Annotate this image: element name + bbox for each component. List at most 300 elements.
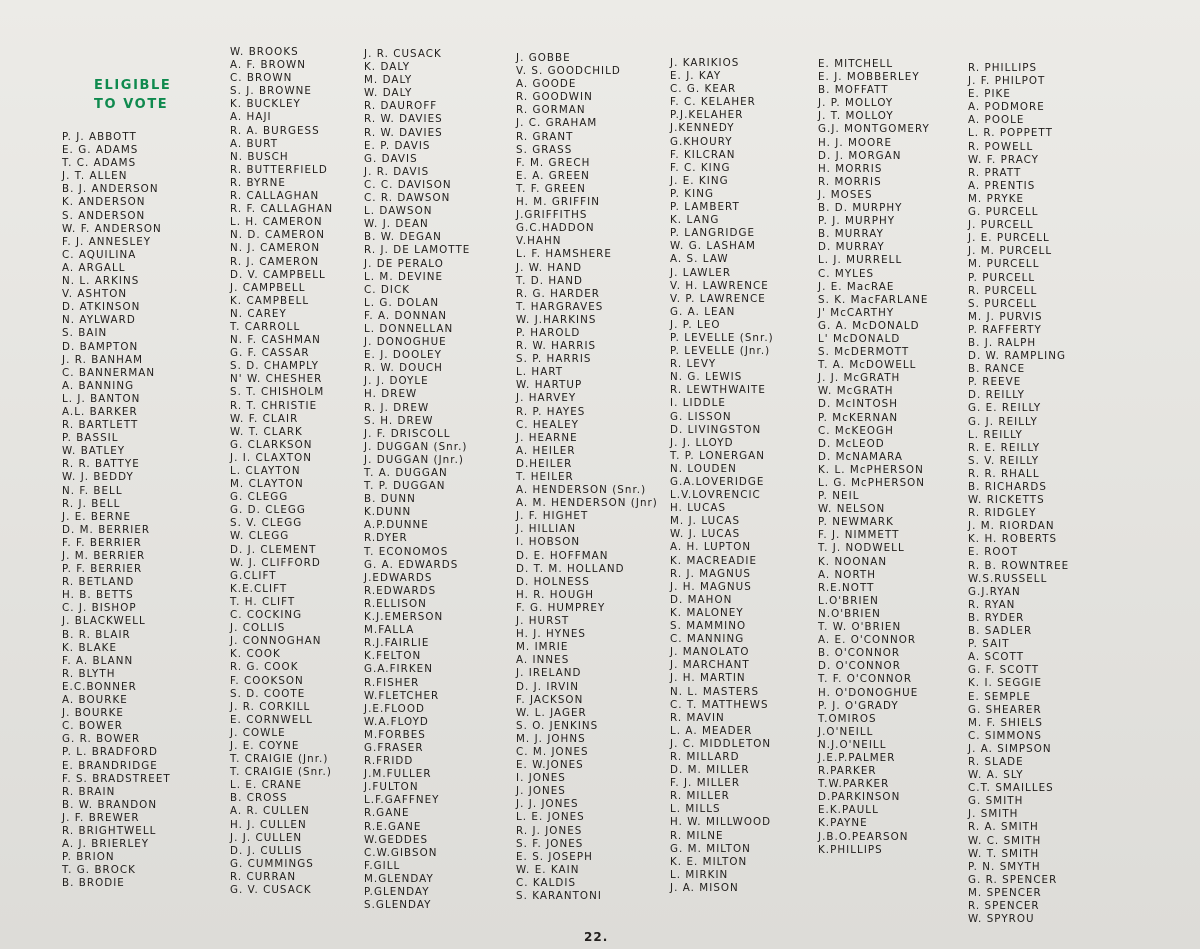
voter-name: T. H. CLIFT (230, 595, 296, 608)
voter-name: N. F. BELL (62, 484, 123, 497)
voter-name: N.O'BRIEN (818, 607, 881, 620)
voter-name: W.S.RUSSELL (968, 572, 1048, 585)
voter-name: L. DONNELLAN (364, 322, 454, 335)
voter-name: H. M. GRIFFIN (516, 196, 600, 209)
voter-name: K. COOK (230, 648, 281, 661)
voter-name: M.FORBES (364, 728, 426, 741)
voter-name: E. CORNWELL (230, 713, 313, 726)
voter-name: L.F.GAFFNEY (364, 794, 440, 807)
voter-name: P. RAFFERTY (968, 323, 1042, 336)
voter-name: D. HOLNESS (516, 575, 590, 588)
voter-name: A.L. BARKER (62, 405, 138, 418)
voter-name: C. MANNING (670, 633, 745, 646)
voter-name: W. BROOKS (230, 46, 299, 58)
voter-name: G. A. McDONALD (818, 319, 920, 332)
voter-name: W. CLEGG (230, 530, 290, 543)
voter-name: S. K. MacFARLANE (818, 293, 929, 306)
voter-name: M. J. LUCAS (670, 515, 741, 528)
name-column-3 (364, 48, 470, 912)
voter-name: D.HEILER (516, 457, 573, 470)
voter-name: M. PRYKE (968, 192, 1025, 205)
voter-name: T. W. O'BRIEN (818, 621, 902, 634)
voter-name: S. F. JONES (516, 837, 584, 850)
voter-name: J. J. CULLEN (230, 831, 303, 844)
voter-name: E. J. MOBBERLEY (818, 71, 920, 84)
voter-name: T. P. LONERGAN (670, 449, 766, 462)
voter-name: N. L. ARKINS (62, 275, 140, 288)
voter-name: S. MAMMINO (670, 620, 747, 633)
voter-name: G.CLIFT (230, 569, 277, 582)
voter-name: G. CLEGG (230, 491, 289, 504)
voter-name: J.E.P.PALMER (818, 751, 896, 764)
voter-name: R. GRANT (516, 130, 574, 143)
voter-name: J. R. BANHAM (62, 353, 143, 366)
voter-name: B. D. MURPHY (818, 202, 903, 215)
voter-name: R.DYER (364, 532, 408, 545)
voter-name: L. DAWSON (364, 205, 433, 218)
voter-name: J. J. JONES (516, 798, 579, 811)
voter-name: T. F. GREEN (516, 182, 586, 195)
voter-name: K.DUNN (364, 506, 412, 519)
voter-name: D. MAHON (670, 593, 733, 606)
voter-name: G. A. LEAN (670, 305, 736, 318)
voter-name: R.ELLISON (364, 597, 427, 610)
voter-name: L. M. DEVINE (364, 270, 444, 283)
voter-name: L. MILLS (670, 803, 721, 816)
voter-name: W.GEDDES (364, 833, 429, 846)
voter-name: G. CLARKSON (230, 438, 313, 451)
voter-name: J. F. BREWER (62, 811, 140, 824)
voter-name: T. D. HAND (516, 274, 584, 287)
voter-name: J. J. DOYLE (364, 375, 429, 388)
name-column-5 (670, 57, 774, 895)
voter-name: A. R. CULLEN (230, 805, 310, 818)
voter-name: L. J. MURRELL (818, 254, 903, 267)
voter-name: J. HEARNE (516, 431, 578, 444)
voter-name: N. CAREY (230, 307, 287, 320)
voter-name: J. CONNOGHAN (230, 635, 322, 648)
voter-name: K. DALY (364, 61, 411, 74)
voter-name: S. D. CHAMPLY (230, 360, 319, 373)
voter-name: J. T. MOLLOY (818, 110, 894, 123)
voter-name: M. IMRIE (516, 641, 569, 654)
voter-name: A. H. LUPTON (670, 541, 752, 554)
voter-name: R. CALLAGHAN (230, 190, 320, 203)
voter-name: N.J.O'NEILL (818, 738, 887, 751)
page-number: 22. (584, 930, 609, 944)
voter-name: W. T. CLARK (230, 425, 303, 438)
voter-name: C. HEALEY (516, 418, 580, 431)
voter-name: R. RYAN (968, 598, 1016, 611)
voter-name: R.E.GANE (364, 820, 422, 833)
voter-name: A. BOURKE (62, 694, 128, 707)
voter-name: J. BOURKE (62, 707, 124, 720)
name-column-1 (62, 131, 171, 890)
voter-name: J. R. CORKILL (230, 700, 311, 713)
voter-name: N. LOUDEN (670, 462, 737, 475)
voter-name: J. MARCHANT (670, 659, 750, 672)
voter-name: R. W. HARRIS (516, 340, 597, 353)
voter-name: R.GANE (364, 807, 410, 820)
voter-name: B. J. RALPH (968, 336, 1037, 349)
voter-name: W. SPYROU (968, 913, 1035, 926)
voter-name: A. HEILER (516, 444, 576, 457)
voter-name: J.FULTON (364, 781, 419, 794)
voter-name: P. HAROLD (516, 326, 581, 339)
voter-name: J. GOBBE (516, 52, 571, 64)
voter-name: E. G. ADAMS (62, 144, 139, 157)
voter-name: R. PRATT (968, 166, 1022, 179)
name-column-4 (516, 52, 658, 903)
voter-name: J. DE PERALO (364, 257, 444, 270)
voter-name: J. A. SIMPSON (968, 742, 1052, 755)
voter-name: V. P. LAWRENCE (670, 292, 766, 305)
voter-name: L. F. HAMSHERE (516, 248, 612, 261)
voter-name: A.P.DUNNE (364, 519, 429, 532)
voter-name: T. J. NODWELL (818, 542, 905, 555)
voter-name: K. L. McPHERSON (818, 463, 924, 476)
voter-name: B. RYDER (968, 611, 1025, 624)
voter-name: P. SAIT (968, 638, 1010, 651)
voter-name: D. BAMPTON (62, 340, 139, 353)
voter-name: P. LANGRIDGE (670, 227, 756, 240)
voter-name: G. PURCELL (968, 206, 1039, 219)
voter-name: N. AYLWARD (62, 314, 136, 327)
name-column-2 (230, 46, 333, 897)
voter-name: B. W. DEGAN (364, 231, 442, 244)
voter-name: R. BYRNE (230, 176, 286, 189)
voter-name: F. C. KING (670, 161, 731, 174)
voter-name: J. M. BERRIER (62, 550, 146, 562)
voter-name: R. DAUROFF (364, 100, 438, 113)
voter-name: G. D. CLEGG (230, 504, 306, 517)
voter-name: H. B. BETTS (62, 589, 134, 602)
voter-name: J. IRELAND (516, 667, 582, 680)
voter-name: E.K.PAULL (818, 804, 879, 817)
voter-name: P. N. SMYTH (968, 860, 1041, 873)
voter-name: D. LIVINGSTON (670, 423, 762, 436)
voter-name: P. LEVELLE (Jnr.) (670, 345, 771, 358)
voter-name: J. COWLE (230, 726, 286, 739)
voter-name: J. DONOGHUE (364, 336, 447, 349)
voter-name: G. F. CASSAR (230, 347, 310, 360)
voter-name: P. NEIL (818, 490, 860, 503)
voter-name: N. L. MASTERS (670, 685, 760, 698)
voter-name: C. McKEOGH (818, 424, 894, 437)
voter-name: R. GOODWIN (516, 91, 593, 104)
voter-name: K. MALONEY (670, 606, 744, 619)
voter-name: V. ASHTON (62, 288, 128, 301)
voter-name: R. BRAIN (62, 785, 116, 798)
voter-name: D. T. M. HOLLAND (516, 562, 625, 575)
voter-name: W. A. SLY (968, 769, 1024, 782)
voter-name: S. H. DREW (364, 414, 434, 427)
voter-name: W. McGRATH (818, 385, 894, 398)
voter-name: T. G. BROCK (62, 864, 136, 877)
voter-name: C. J. BISHOP (62, 602, 137, 615)
voter-name: R. R. BATTYE (62, 458, 140, 471)
voter-name: D. E. HOFFMAN (516, 549, 609, 562)
voter-name: C. SIMMONS (968, 729, 1042, 742)
voter-name: S. BAIN (62, 327, 108, 340)
voter-name: V.HAHN (516, 235, 562, 248)
voter-name: E. ROOT (968, 546, 1019, 559)
voter-name: G.C.HADDON (516, 222, 595, 235)
voter-name: L. A. MEADER (670, 724, 753, 737)
voter-name: G. F. SCOTT (968, 664, 1040, 677)
voter-name: B. BRODIE (62, 877, 125, 890)
voter-name: B. O'CONNOR (818, 647, 901, 660)
voter-name: A. BANNING (62, 379, 135, 392)
voter-name: A. BURT (230, 137, 279, 150)
voter-name: W. L. JAGER (516, 706, 587, 719)
voter-name: K. H. ROBERTS (968, 533, 1058, 546)
voter-name: J.E.FLOOD (364, 702, 425, 715)
voter-name: M.GLENDAY (364, 872, 434, 885)
voter-name: J. MANOLATO (670, 646, 750, 659)
voter-name: P. J. ABBOTT (62, 131, 137, 143)
voter-name: G. DAVIS (364, 152, 418, 165)
voter-name: R. RIDGLEY (968, 507, 1037, 520)
voter-name: J. PURCELL (968, 219, 1034, 232)
voter-name: S. KARANTONI (516, 890, 602, 902)
voter-name: R. BLYTH (62, 667, 116, 680)
voter-name: L. MIRKIN (670, 868, 729, 881)
voter-name: R. BUTTERFIELD (230, 163, 328, 176)
voter-name: J. R. CUSACK (364, 48, 442, 60)
voter-name: G. V. CUSACK (230, 884, 312, 896)
voter-name: R. SPENCER (968, 900, 1040, 912)
voter-name: K.E.CLIFT (230, 582, 288, 595)
voter-name: A. J. BRIERLEY (62, 838, 150, 851)
voter-name: C. AQUILINA (62, 248, 137, 261)
voter-name: D. McLEOD (818, 437, 885, 450)
voter-name: S. J. BROWNE (230, 85, 312, 98)
voter-name: F. KILCRAN (670, 148, 736, 161)
voter-name: J. J. McGRATH (818, 372, 901, 385)
voter-name: P.J.KELAHER (670, 109, 744, 122)
voter-name: R. A. SMITH (968, 821, 1039, 834)
name-column-6 (818, 58, 930, 857)
voter-name: J. M. RIORDAN (968, 520, 1055, 533)
voter-name: W. BATLEY (62, 445, 126, 458)
voter-name: D. O'CONNOR (818, 660, 901, 673)
voter-name: F. COOKSON (230, 674, 304, 687)
voter-name: R. G. HARDER (516, 287, 600, 300)
voter-name: P. BASSIL (62, 432, 119, 445)
voter-name: P. KING (670, 187, 714, 200)
voter-name: D.PARKINSON (818, 791, 901, 804)
voter-name: J. H. MAGNUS (670, 580, 752, 593)
voter-name: J' McCARTHY (818, 306, 895, 319)
voter-name: R.EDWARDS (364, 584, 437, 597)
voter-name: R. BETLAND (62, 576, 135, 589)
voter-name: R. MAVIN (670, 711, 725, 724)
voter-name: J. HILLIAN (516, 523, 577, 536)
voter-name: F. J. NIMMETT (818, 529, 900, 542)
voter-name: D. J. IRVIN (516, 680, 580, 693)
voter-name: P. LEVELLE (Snr.) (670, 331, 774, 344)
voter-name: B. SADLER (968, 625, 1033, 638)
voter-name: G. R. SPENCER (968, 873, 1058, 886)
voter-name: T.OMIROS (818, 712, 877, 725)
voter-name: C. C. DAVISON (364, 178, 452, 191)
voter-name: W.A.FLOYD (364, 715, 429, 728)
voter-name: H. LUCAS (670, 502, 727, 515)
voter-name: J. DUGGAN (Jnr.) (364, 453, 464, 466)
voter-name: W. F. CLAIR (230, 412, 299, 425)
voter-name: B. R. BLAIR (62, 628, 131, 641)
voter-name: C. M. JONES (516, 745, 589, 758)
voter-name: D. McINTOSH (818, 398, 898, 411)
voter-name: J. E. MacRAE (818, 280, 895, 293)
voter-name: J.M.FULLER (364, 768, 432, 781)
voter-name: J. I. CLAXTON (230, 451, 312, 464)
voter-name: K. MACREADIE (670, 554, 758, 567)
voter-name: E. BRANDRIDGE (62, 759, 158, 772)
voter-name: R.FISHER (364, 676, 420, 689)
voter-name: F. JACKSON (516, 693, 584, 706)
voter-name: G. SMITH (968, 795, 1024, 808)
voter-name: G. A. EDWARDS (364, 558, 459, 571)
voter-name: S.GLENDAY (364, 899, 432, 912)
voter-name: P. REEVE (968, 376, 1022, 389)
voter-name: P. PURCELL (968, 271, 1036, 284)
voter-name: G. R. BOWER (62, 733, 141, 746)
voter-name: D. J. CULLIS (230, 844, 303, 857)
voter-name: R. CURRAN (230, 870, 297, 883)
voter-name: L. H. CAMERON (230, 216, 323, 229)
voter-name: A. HENDERSON (Snr.) (516, 484, 647, 497)
voter-name: R. T. CHRISTIE (230, 399, 318, 412)
voter-name: E. A. GREEN (516, 169, 590, 182)
voter-name: E. PIKE (968, 88, 1011, 101)
voter-name: S. D. COOTE (230, 687, 306, 700)
voter-name: L. CLAYTON (230, 465, 301, 477)
voter-name: E. SEMPLE (968, 690, 1031, 703)
voter-name: G.J. MONTGOMERY (818, 123, 930, 136)
voter-name: W. J. DEAN (364, 218, 429, 231)
voter-name: R. W. DOUCH (364, 362, 443, 375)
voter-name: M.FALLA (364, 624, 415, 637)
voter-name: P. F. BERRIER (62, 563, 143, 576)
voter-name: J.B.O.PEARSON (818, 830, 909, 843)
voter-name: C. T. MATTHEWS (670, 698, 769, 711)
voter-name: J. F. PHILPOT (968, 75, 1046, 88)
voter-name: B. MURRAY (818, 228, 884, 241)
voter-name: C. DICK (364, 283, 410, 296)
voter-name: L. G. McPHERSON (818, 477, 926, 489)
voter-name: R.E.NOTT (818, 581, 875, 594)
voter-name: D. J. MORGAN (818, 149, 902, 162)
voter-name: R. F. CALLAGHAN (230, 203, 334, 216)
voter-name: B. RICHARDS (968, 481, 1047, 493)
voter-name: R. LEVY (670, 358, 717, 371)
voter-name: F. J. MILLER (670, 777, 741, 790)
voter-name: J. CAMPBELL (230, 281, 306, 294)
voter-name: S. T. CHISHOLM (230, 386, 325, 399)
voter-name: R. PURCELL (968, 284, 1038, 297)
voter-name: K. BUCKLEY (230, 98, 301, 111)
voter-name: M. J. JOHNS (516, 732, 586, 745)
voter-name: W. RICKETTS (968, 494, 1045, 507)
voter-name: R. P. HAYES (516, 405, 586, 418)
voter-name: J. COLLIS (230, 622, 286, 635)
voter-name: J. HURST (516, 615, 570, 628)
voter-name: S. V. REILLY (968, 454, 1040, 467)
voter-name: B. RANCE (968, 363, 1026, 376)
voter-name: D. V. CAMPBELL (230, 268, 326, 281)
voter-name: E. W.JONES (516, 759, 584, 772)
voter-name: G. M. MILTON (670, 842, 751, 855)
voter-name: R. PHILLIPS (968, 62, 1038, 74)
voter-name: T. A. DUGGAN (364, 467, 448, 479)
voter-name: G. J. REILLY (968, 415, 1038, 428)
voter-name: J. P. MOLLOY (818, 97, 894, 110)
voter-name: L' McDONALD (818, 332, 901, 345)
voter-name: W. F. ANDERSON (62, 222, 162, 235)
voter-name: W. T. SMITH (968, 847, 1040, 860)
voter-name: J.EDWARDS (364, 571, 433, 584)
voter-name: K.PHILLIPS (818, 843, 883, 856)
voter-name: S. PURCELL (968, 297, 1038, 310)
voter-name: K. ANDERSON (62, 196, 146, 209)
voter-name: A. GOODE (516, 78, 577, 91)
voter-name: J. E. KING (670, 174, 729, 187)
voter-name: H. W. MILLWOOD (670, 816, 772, 829)
voter-name: C. KALDIS (516, 876, 577, 889)
voter-name: G.KHOURY (670, 135, 733, 148)
voter-name: R. J. DREW (364, 401, 430, 414)
voter-name: S. V. CLEGG (230, 517, 303, 530)
voter-name: P. NEWMARK (818, 516, 894, 529)
voter-name: C. MYLES (818, 267, 875, 280)
voter-name: A. M. HENDERSON (Jnr) (516, 497, 658, 510)
voter-name: R.FRIDD (364, 755, 414, 768)
voter-name: B. DUNN (364, 493, 416, 506)
voter-name: W. E. KAIN (516, 863, 580, 876)
voter-name: K.J.EMERSON (364, 611, 444, 624)
voter-name: J.O'NEILL (818, 725, 874, 738)
voter-name: B. CROSS (230, 792, 288, 805)
voter-name: A. INNES (516, 654, 570, 667)
voter-name: G. CUMMINGS (230, 857, 314, 870)
voter-name: C.T. SMAILLES (968, 782, 1054, 795)
voter-name: C. COCKING (230, 609, 303, 622)
voter-name: T. F. O'CONNOR (818, 673, 913, 686)
voter-name: F. A. BLANN (62, 654, 134, 667)
voter-name: D. W. RAMPLING (968, 350, 1067, 363)
voter-name: M. SPENCER (968, 886, 1042, 899)
name-column-7 (968, 62, 1069, 926)
voter-name: M. DALY (364, 74, 413, 87)
voter-name: J. P. LEO (670, 318, 721, 331)
heading-line-1: ELIGIBLE (94, 78, 172, 93)
voter-name: R. J. DE LAMOTTE (364, 244, 471, 257)
voter-name: K. E. MILTON (670, 855, 748, 868)
voter-name: G. SHEARER (968, 703, 1042, 716)
voter-name: P. J. O'GRADY (818, 699, 899, 712)
voter-name: P. J. MURPHY (818, 215, 896, 228)
voter-name: R. GORMAN (516, 104, 586, 117)
voter-name: M. J. PURVIS (968, 310, 1043, 323)
voter-name: W. J.HARKINS (516, 313, 597, 326)
voter-name: R. R. RHALL (968, 467, 1040, 480)
voter-name: W. G. LASHAM (670, 240, 756, 253)
voter-name: P. BRION (62, 851, 115, 864)
voter-name: J. C. GRAHAM (516, 117, 598, 130)
voter-name: M. CLAYTON (230, 478, 304, 491)
